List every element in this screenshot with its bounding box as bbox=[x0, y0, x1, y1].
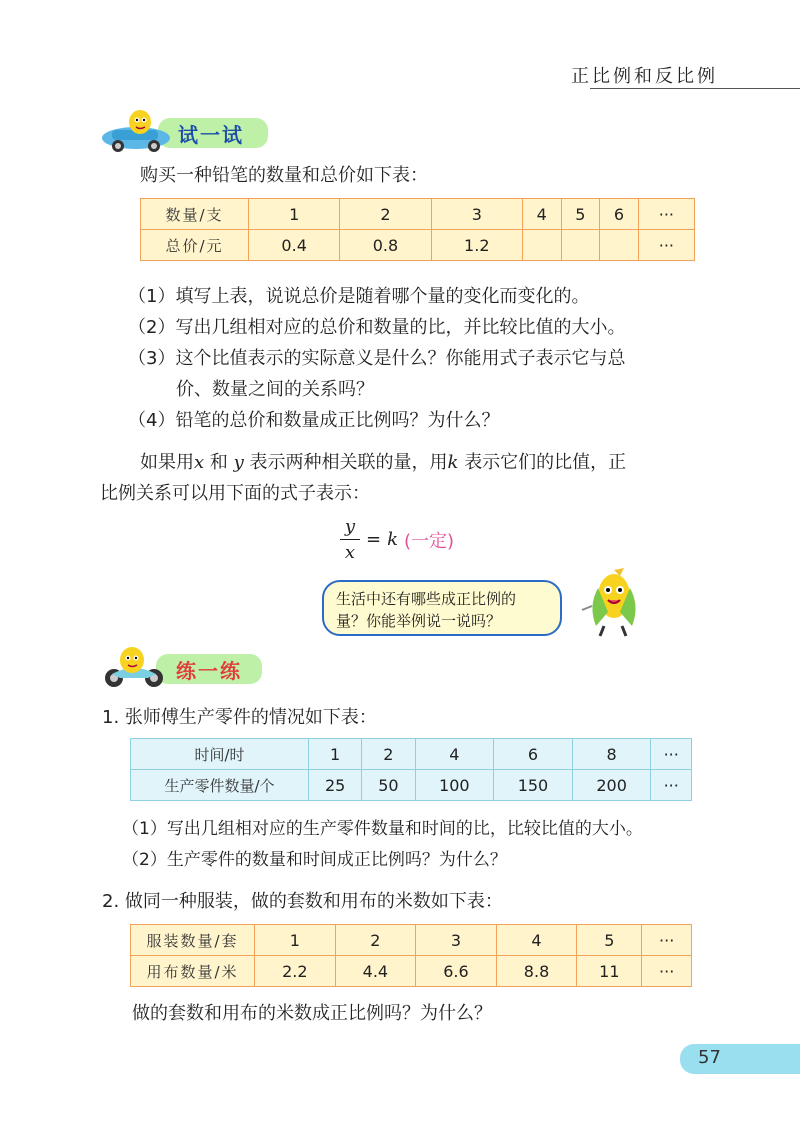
table-cell: 5 bbox=[561, 199, 600, 230]
row-header-sets: 服装数量/套 bbox=[131, 925, 255, 956]
table-cell: 0.8 bbox=[340, 230, 431, 261]
table-cell: 200 bbox=[572, 770, 651, 801]
table-cell-empty[interactable] bbox=[600, 230, 639, 261]
parts-table bbox=[130, 738, 692, 801]
table-row bbox=[131, 925, 692, 956]
question-3: （3）这个比值表示的实际意义是什么？你能用式子表示它与总 bbox=[128, 348, 626, 369]
table-cell: 2 bbox=[362, 739, 415, 770]
table-cell: ··· bbox=[638, 199, 694, 230]
table-cell: 8 bbox=[572, 739, 651, 770]
table-cell: 6.6 bbox=[416, 956, 497, 987]
table-cell: 50 bbox=[362, 770, 415, 801]
table-cell: 8.8 bbox=[496, 956, 577, 987]
formula-note: (一定) bbox=[404, 530, 455, 552]
table-row bbox=[131, 770, 692, 801]
table-cell-empty[interactable] bbox=[561, 230, 600, 261]
question-1: （1）填写上表，说说总价是随着哪个量的变化而变化的。 bbox=[128, 286, 590, 307]
cloth-table bbox=[130, 924, 692, 987]
table-cell: 3 bbox=[431, 199, 522, 230]
table-cell: 4 bbox=[496, 925, 577, 956]
row-header-parts: 生产零件数量/个 bbox=[131, 770, 309, 801]
table-cell: 6 bbox=[494, 739, 573, 770]
formula-numerator: y bbox=[344, 516, 356, 537]
table-cell: 1 bbox=[255, 925, 336, 956]
table-cell-empty[interactable] bbox=[522, 230, 561, 261]
table-cell: 2.2 bbox=[255, 956, 336, 987]
table-cell: 6 bbox=[600, 199, 639, 230]
definition-line-1 bbox=[140, 449, 626, 477]
row-header-cloth: 用布数量/米 bbox=[131, 956, 255, 987]
table-cell: 2 bbox=[335, 925, 416, 956]
table-cell: 2 bbox=[340, 199, 431, 230]
question-3-cont: 价、数量之间的关系吗？ bbox=[176, 379, 374, 400]
definition-line-2: 比例关系可以用下面的式子表示： bbox=[100, 483, 370, 504]
row-header-price: 总价/元 bbox=[141, 230, 249, 261]
def-text: 如果用 bbox=[140, 452, 194, 473]
table-cell: ··· bbox=[642, 956, 692, 987]
table-row bbox=[131, 956, 692, 987]
speech-bubble bbox=[322, 580, 562, 636]
car-mascot-icon bbox=[98, 108, 174, 154]
formula-k: k bbox=[387, 529, 399, 550]
table-cell: 1 bbox=[309, 739, 362, 770]
table-cell: ··· bbox=[651, 770, 692, 801]
def-text: 表示它们的比值，正 bbox=[464, 452, 627, 473]
formula-equals: = bbox=[366, 529, 382, 550]
q1-text: 张师傅生产零件的情况如下表： bbox=[124, 707, 377, 728]
var-k: k bbox=[447, 452, 459, 473]
page-number: 57 bbox=[698, 1047, 721, 1068]
table-cell: 4 bbox=[415, 739, 494, 770]
q1-sub-2: （2）生产零件的数量和时间成正比例吗？为什么？ bbox=[122, 850, 507, 870]
formula-denominator: x bbox=[344, 542, 356, 563]
q1-number: 1. bbox=[102, 707, 120, 728]
question-2: （2）写出几组相对应的总价和数量的比，并比较比值的大小。 bbox=[128, 317, 626, 338]
q2-question: 做的套数和用布的米数成正比例吗？为什么？ bbox=[132, 1003, 492, 1024]
table-cell: 150 bbox=[494, 770, 573, 801]
header-rule bbox=[590, 88, 800, 89]
q2-number: 2. bbox=[102, 891, 120, 912]
table-cell: 100 bbox=[415, 770, 494, 801]
table-cell: 4.4 bbox=[335, 956, 416, 987]
row-header-qty: 数量/支 bbox=[141, 199, 249, 230]
table-row bbox=[141, 199, 695, 230]
question-4: （4）铅笔的总价和数量成正比例吗？为什么？ bbox=[128, 410, 500, 431]
table-cell: 3 bbox=[416, 925, 497, 956]
try-section-header bbox=[98, 108, 278, 154]
table-cell: 5 bbox=[577, 925, 642, 956]
chapter-title: 正比例和反比例 bbox=[571, 66, 718, 87]
var-x: x bbox=[194, 452, 205, 473]
table-cell: 0.4 bbox=[249, 230, 340, 261]
practice-section-header bbox=[98, 644, 278, 690]
def-text: 和 bbox=[209, 452, 228, 473]
bubble-line-2: 量？你能举例说一说吗？ bbox=[336, 612, 502, 630]
row-header-time: 时间/时 bbox=[131, 739, 309, 770]
table-row bbox=[141, 230, 695, 261]
var-y: y bbox=[233, 452, 244, 473]
table-cell: 25 bbox=[309, 770, 362, 801]
pencil-table bbox=[140, 198, 695, 261]
formula-fraction bbox=[340, 516, 360, 563]
table-cell: 4 bbox=[522, 199, 561, 230]
table-cell: 11 bbox=[577, 956, 642, 987]
table-cell: 1 bbox=[249, 199, 340, 230]
motorbike-mascot-icon bbox=[98, 644, 174, 690]
table-cell: ··· bbox=[638, 230, 694, 261]
bubble-line-1: 生活中还有哪些成正比例的 bbox=[336, 590, 517, 608]
table-row bbox=[131, 739, 692, 770]
q2-text: 做同一种服装，做的套数和用布的米数如下表： bbox=[124, 891, 503, 912]
q1-sub-1: （1）写出几组相对应的生产零件数量和时间的比，比较比值的大小。 bbox=[122, 819, 643, 839]
try-intro: 购买一种铅笔的数量和总价如下表： bbox=[140, 165, 428, 186]
table-cell: ··· bbox=[642, 925, 692, 956]
def-text: 表示两种相关联的量，用 bbox=[249, 452, 448, 473]
try-section-title: 试一试 bbox=[178, 123, 244, 147]
corn-mascot-icon bbox=[574, 566, 646, 638]
practice-section-title: 练一练 bbox=[176, 659, 242, 683]
practice-q2 bbox=[102, 888, 503, 916]
formula bbox=[340, 516, 454, 563]
fraction-bar bbox=[340, 539, 360, 540]
table-cell: 1.2 bbox=[431, 230, 522, 261]
table-cell: ··· bbox=[651, 739, 692, 770]
practice-q1 bbox=[102, 704, 377, 732]
